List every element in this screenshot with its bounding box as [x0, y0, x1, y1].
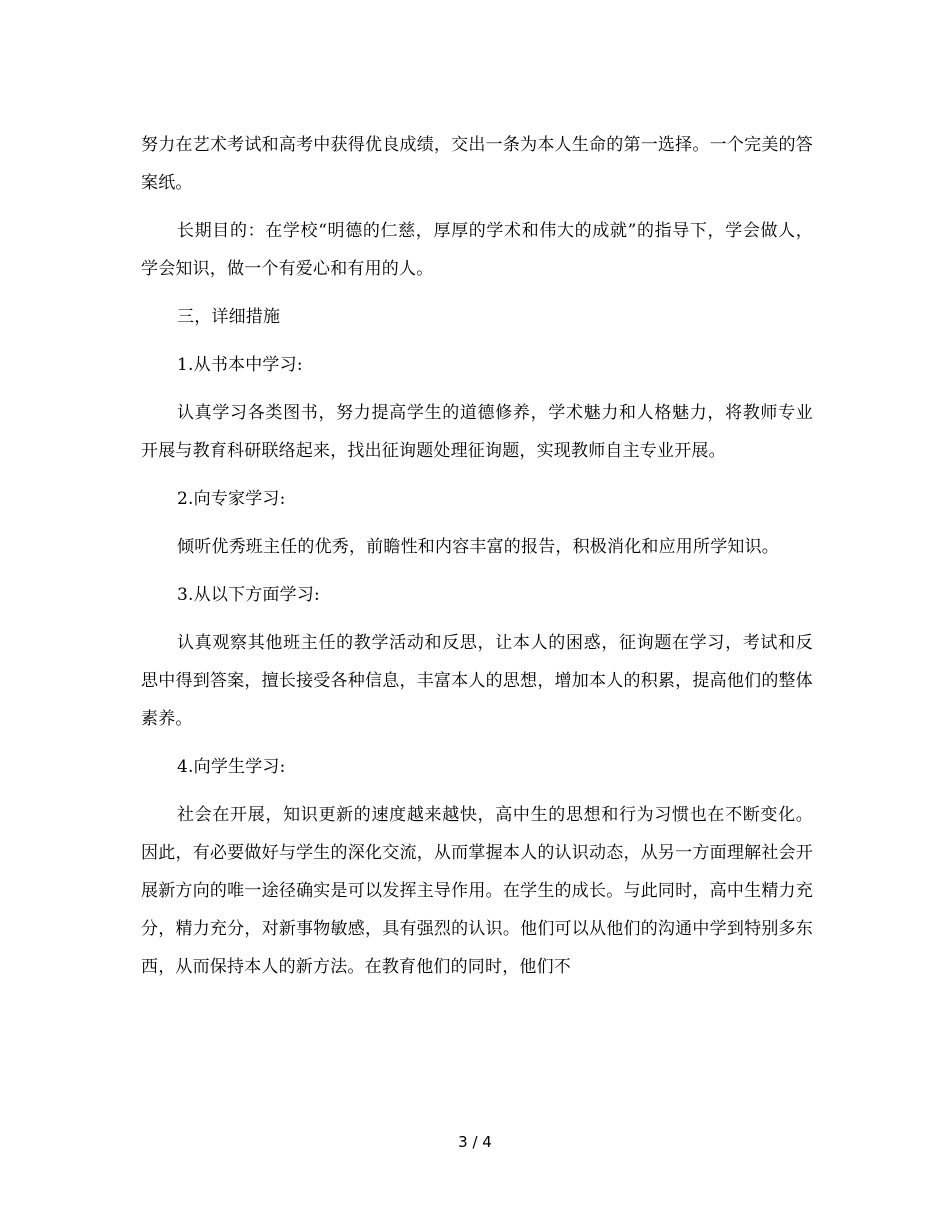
- paragraph-long-term-goal: 长期目的：在学校“明德的仁慈，厚厚的学术和伟大的成就”的指导下，学会做人，学会知识，做一个有爱心和有用的人。: [141, 221, 813, 279]
- paragraph-learn-from-books: 认真学习各类图书，努力提高学生的道德修养，学术魅力和人格魅力，将教师专业开展与教育科研联络起来，找出征询题处理征询题，实现教师自主专业开展。: [141, 403, 813, 461]
- section-heading-measures: 三，详细措施: [177, 307, 281, 327]
- subheading-learn-from-aspects: 3.从以下方面学习:: [177, 585, 320, 605]
- paragraph-1: 努力在艺术考试和高考中获得优良成绩，交出一条为本人生命的第一选择。一个完美的答案纸。: [141, 135, 813, 193]
- paragraph-learn-from-students: 社会在开展，知识更新的速度越来越快，高中生的思想和行为习惯也在不断变化。因此，有必要做好与学生的深化交流，从而掌握本人的认识动态，从另一方面理解社会开展新方向的唯一途径确实是可以发挥主导作用。在学生的成长。与此同时，高中生精力充分，精力充分，对新事物敏感，具有强烈的认识。他们可以从他们的沟通中学到特别多东西，从而保持本人的新方法。在教育他们的同时，他们不: [141, 805, 813, 977]
- paragraph-learn-from-experts: 倾听优秀班主任的优秀，前瞻性和内容丰富的报告，积极消化和应用所学知识。: [177, 537, 779, 557]
- page-number: 3 / 4: [458, 1133, 492, 1151]
- document-body: [141, 126, 813, 986]
- subheading-learn-from-students: 4.向学生学习:: [177, 757, 286, 777]
- subheading-learn-from-experts: 2.向专家学习:: [177, 489, 286, 509]
- subheading-learn-from-books: 1.从书本中学习:: [177, 355, 303, 375]
- paragraph-learn-from-aspects: 认真观察其他班主任的教学活动和反思，让本人的困惑，征询题在学习，考试和反思中得到答案，擅长接受各种信息，丰富本人的思想，增加本人的积累，提高他们的整体素养。: [141, 633, 813, 729]
